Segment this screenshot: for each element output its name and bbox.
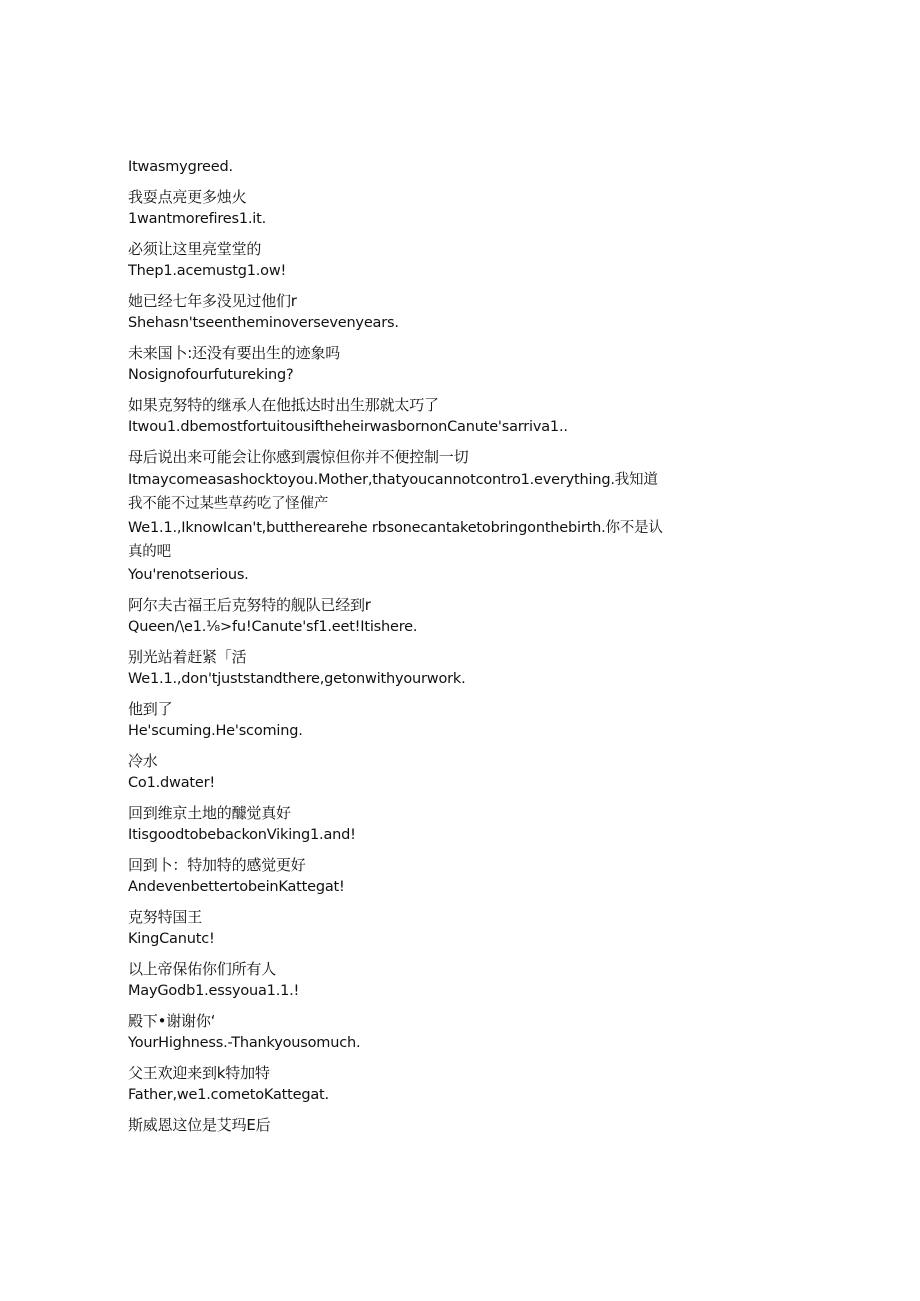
transcript-line: Shehasn'tseentheminoversevenyears.	[128, 315, 399, 331]
transcript-line: 母后说出来可能会让你感到震惊但你并不便控制一切	[128, 448, 469, 466]
transcript-line: You'renotserious.	[128, 567, 249, 583]
transcript-line: 冷水	[128, 752, 158, 770]
transcript-line: Nosignofourfutureking?	[128, 367, 294, 383]
transcript-line: 殿下•谢谢你‘	[128, 1012, 216, 1030]
transcript-line: 克努特国王	[128, 908, 203, 926]
transcript-line: Itwasmygreed.	[128, 159, 233, 175]
transcript-line: KingCanutc!	[128, 931, 215, 947]
transcript-line: 以上帝保佑你们所有人	[128, 960, 277, 978]
transcript-line: 回到卜：特加特的感觉更好	[128, 856, 306, 874]
transcript-line: 阿尔夫古福王后克努特的舰队已经到r	[128, 596, 371, 614]
transcript-line: 回到维京土地的醵觉真好	[128, 804, 291, 822]
transcript-line: Thep1.acemustg1.ow!	[128, 263, 287, 279]
transcript-line: We1.1.,don'tjuststandthere,getonwithyourwork.	[128, 671, 466, 687]
transcript-line: 我耍点亮更多烛火	[128, 188, 247, 206]
transcript-line: 别光站着赶紧「活	[128, 648, 247, 666]
transcript-line: 她已经七年多没见过他们r	[128, 292, 297, 310]
transcript-line: MayGodb1.essyoua1.1.!	[128, 983, 300, 999]
transcript-line: 必须让这里亮堂堂的	[128, 240, 262, 258]
transcript-line: 斯威恩这位是艾玛E后	[128, 1116, 271, 1134]
transcript-line: 未来国卜:还没有要出生的迹象吗	[128, 344, 341, 362]
transcript-line: ItisgoodtobebackonViking1.and!	[128, 827, 356, 843]
subtitle-transcript	[128, 156, 668, 1136]
transcript-line: Itwou1.dbemostfortuitousiftheheirwasbornonCanute'sarriva1..	[128, 419, 568, 435]
transcript-line: 父王欢迎来到k特加特	[128, 1064, 270, 1082]
transcript-line: We1.1.,IknowIcan't,buttherearehe rbsonecantaketobringonthebirth.你不是认真的吧	[128, 520, 663, 560]
transcript-line: He'scuming.He'scoming.	[128, 723, 303, 739]
transcript-line: Itmaycomeasashocktoyou.Mother,thatyoucannotcontro1.everything.我知道我不能不过某些草药吃了怪催产	[128, 472, 658, 512]
transcript-line: 他到了	[128, 700, 173, 718]
transcript-line: Father,we1.cometoKattegat.	[128, 1087, 329, 1103]
transcript-line: 如果克努特的继承人在他抵达时出生那就太巧了	[128, 396, 439, 414]
transcript-line: 1wantmorefires1.it.	[128, 211, 267, 227]
transcript-line: YourHighness.-Thankyousomuch.	[128, 1035, 361, 1051]
transcript-line: AndevenbettertobeinKattegat!	[128, 879, 345, 895]
transcript-line: Co1.dwater!	[128, 775, 215, 791]
transcript-line: Queen/\e1.⅛>fu!Canute'sf1.eet!Itishere.	[128, 619, 418, 635]
